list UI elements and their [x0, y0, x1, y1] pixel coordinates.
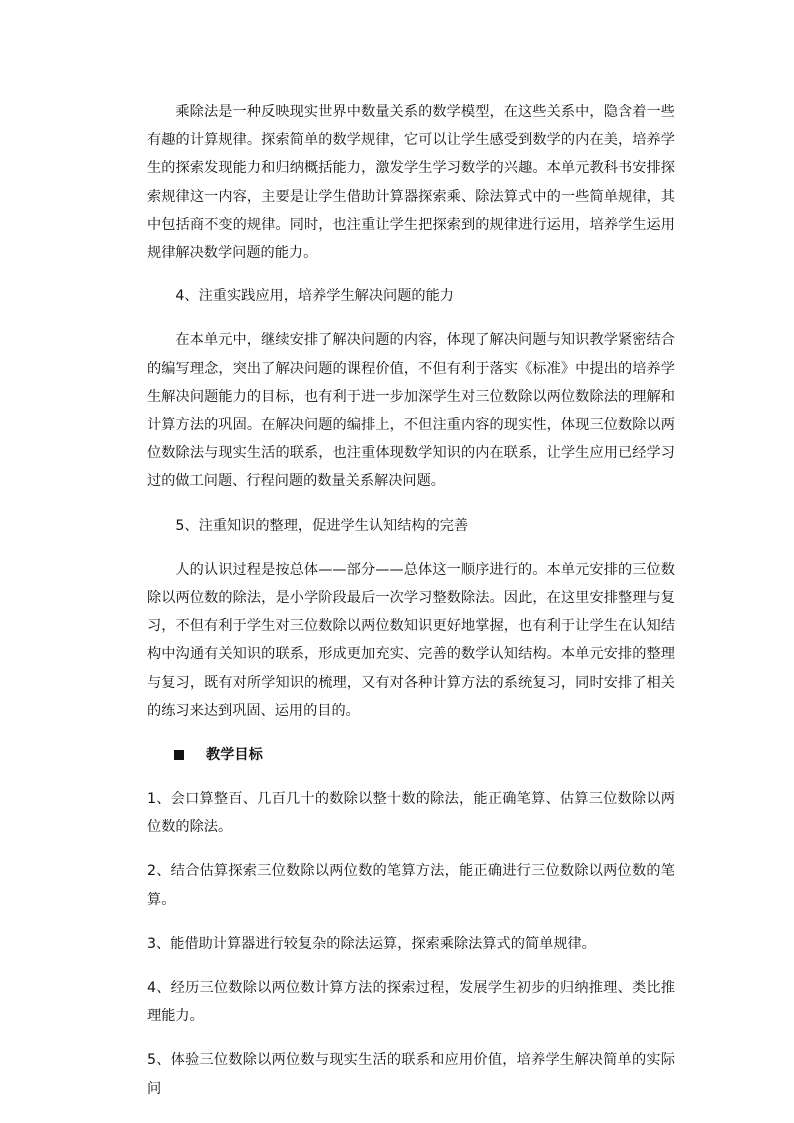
spacer: [147, 958, 675, 974]
paragraph-multiplication-division-rules: 乘除法是一种反映现实世界中数量关系的数学模型，在这些关系中，隐含着一些有趣的计算规律。探索简单的数学规律，它可以让学生感受到数学的内在美，培养学生的探索发现能力和归纳概括能力，激发学生学习数学的兴趣。本单元教科书安排探索规律这一内容，主要是让学生借助计算器探索乘、除法算式中的一些简单规律，其中包括商不变的规律。同时，也注重让学生把探索到的规律进行运用，培养学生运用规律解决数学问题的能力。: [147, 104, 675, 262]
spacer: [147, 841, 675, 857]
section-title-text: 教学目标: [206, 747, 263, 764]
spacer: [147, 540, 675, 556]
spacer: [147, 769, 675, 785]
spacer: [147, 1030, 675, 1046]
document-body: [147, 98, 675, 1103]
paragraph-problem-solving: 在本单元中，继续安排了解决问题的内容，体现了解决问题与知识教学紧密结合的编写理念，突出了解决问题的课程价值，不但有利于落实《标准》中提出的培养学生解决问题能力的目标，也有利于进一步加深学生对三位数除以两位数除法的理解和计算方法的巩固。在解决问题的编排上，不但注重内容的现实性，体现三位数除以两位数除法与现实生活的联系，也注重体现数学知识的内在联系，让学生应用已经学习过的做工问题、行程问题的数量关系解决问题。: [147, 332, 675, 490]
goal-item-1: 1、会口算整百、几百几十的数除以整十数的除法，能正确笔算、估算三位数除以两位数的除法。: [147, 791, 675, 836]
goal-item-4: 4、经历三位数除以两位数计算方法的探索过程，发展学生初步的归纳推理、类比推理能力。: [147, 980, 675, 1025]
heading-item-5: 5、注重知识的整理，促进学生认知结构的完善: [175, 517, 469, 534]
spacer: [147, 725, 675, 741]
spacer: [147, 496, 675, 512]
section-title-teaching-goals: [147, 741, 675, 769]
spacer: [147, 310, 675, 326]
heading-item-4: 4、注重实践应用，培养学生解决问题的能力: [175, 288, 454, 305]
goal-item-5: 5、体验三位数除以两位数与现实生活的联系和应用价值，培养学生解决简单的实际问: [147, 1052, 675, 1097]
spacer: [147, 914, 675, 930]
goal-item-3: 3、能借助计算器进行较复杂的除法运算，探索乘除法算式的简单规律。: [147, 935, 596, 952]
paragraph-knowledge-review: 人的认识过程是按总体——部分——总体这一顺序进行的。本单元安排的三位数除以两位数的除法，是小学阶段最后一次学习整数除法。因此，在这里安排整理与复习，不但有利于学生对三位数除以两位数知识更好地掌握，也有利于让学生在认知结构中沟通有关知识的联系，形成更加充实、完善的数学认知结构。本单元安排的整理与复习，既有对所学知识的梳理，又有对各种计算方法的系统复习，同时安排了相关的练习来达到巩固、运用的目的。: [147, 561, 675, 719]
goal-item-2: 2、结合估算探索三位数除以两位数的笔算方法，能正确进行三位数除以两位数的笔算。: [147, 863, 675, 908]
square-bullet-icon: [174, 750, 184, 760]
